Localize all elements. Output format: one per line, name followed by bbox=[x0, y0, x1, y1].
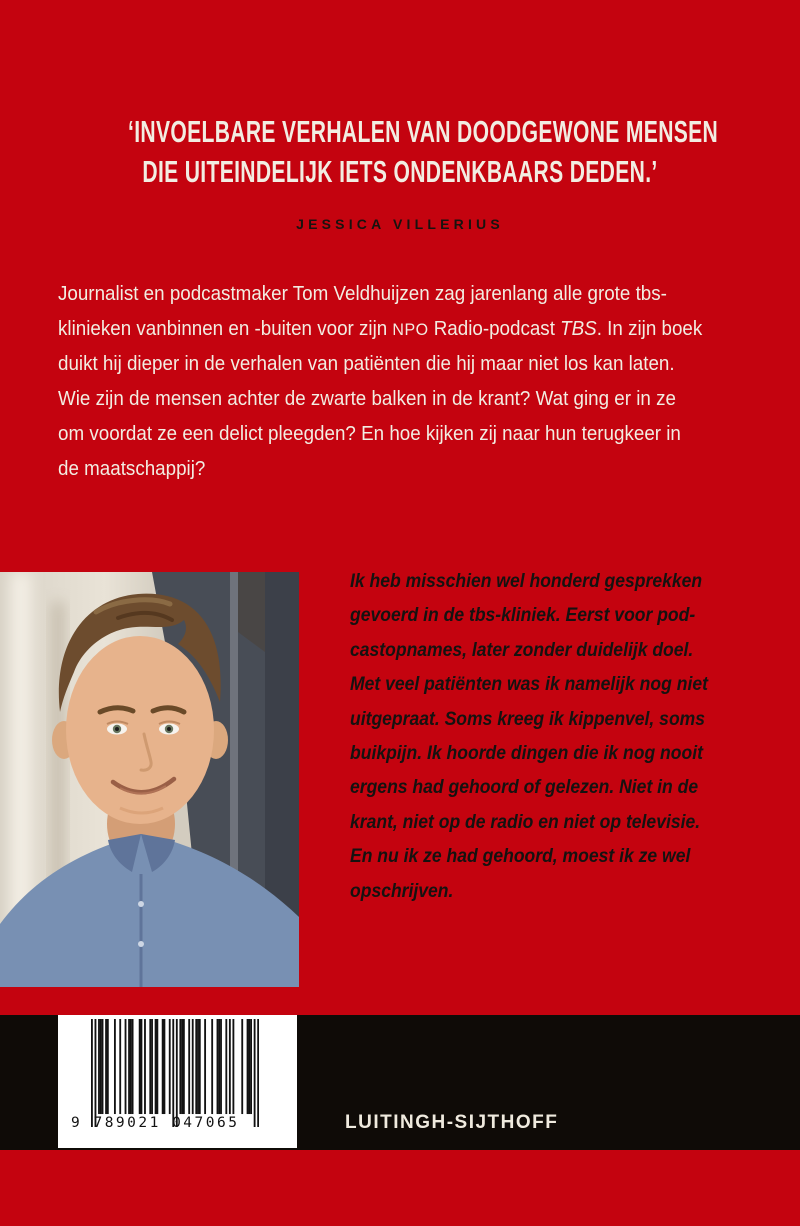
publisher-logo: LUITINGH-SIJTHOFF bbox=[345, 1112, 559, 1133]
description-line: Wie zijn de mensen achter de zwarte balken in de krant? Wat ging er in ze bbox=[58, 388, 676, 410]
pull-quote-line: Ik heb misschien wel honderd gesprekken bbox=[350, 570, 703, 592]
author-photo bbox=[0, 572, 299, 987]
barcode-bars bbox=[91, 1019, 259, 1127]
description-line: de maatschappij? bbox=[58, 458, 206, 480]
book-description bbox=[58, 277, 743, 487]
pull-quote-line: opschrijven. bbox=[350, 879, 454, 902]
description-line: om voordat ze een delict pleegden? En hoe kijken zij naar hun terugkeer in bbox=[58, 423, 681, 445]
testimonial-quote-line-2: DIE UITEINDELIJK IETS ONDENKBAARS DEDEN.’ bbox=[142, 154, 658, 189]
isbn-number: 9 789021 047065 bbox=[71, 1115, 240, 1131]
pull-quote-line: ergens had gehoord of gelezen. Niet in de bbox=[350, 776, 699, 799]
description-line: Journalist en podcastmaker Tom Veldhuijzen zag jarenlang alle grote tbs- bbox=[58, 283, 667, 305]
description-line bbox=[58, 312, 702, 347]
tbs-podcast-title: TBS bbox=[560, 318, 597, 340]
testimonial-attribution: JESSICA VILLERIUS bbox=[296, 216, 504, 232]
npo-label: NPO bbox=[392, 320, 429, 339]
description-text: Radio-podcast bbox=[428, 318, 561, 340]
pull-quote-line: buikpijn. Ik hoorde dingen die ik nog nooit bbox=[350, 742, 703, 765]
pull-quote-line: Met veel patiënten was ik namelijk nog niet bbox=[350, 673, 708, 696]
testimonial-block bbox=[0, 112, 800, 232]
description-line: duikt hij dieper in de verhalen van patiënten die hij maar niet los kan laten. bbox=[58, 353, 675, 375]
description-text: klinieken vanbinnen en -buiten voor zijn bbox=[58, 318, 393, 340]
author-portrait-illustration bbox=[0, 572, 299, 987]
isbn-barcode bbox=[58, 1015, 297, 1148]
pull-quote-line: castopnames, later zonder duidelijk doel. bbox=[350, 638, 694, 661]
description-text: . In zijn boek bbox=[596, 318, 703, 340]
author-pull-quote bbox=[350, 564, 748, 908]
pull-quote-line: gevoerd in de tbs-kliniek. Eerst voor pod- bbox=[350, 604, 696, 627]
pull-quote-line: En nu ik ze had gehoord, moest ik ze wel bbox=[350, 845, 691, 868]
pull-quote-line: uitgepraat. Soms kreeg ik kippenvel, soms bbox=[350, 707, 706, 730]
bottom-band bbox=[0, 1015, 800, 1150]
pull-quote-line: krant, niet op de radio en niet op televisie. bbox=[350, 810, 701, 833]
testimonial-quote-line-1: ‘INVOELBARE VERHALEN VAN DOODGEWONE MENSEN bbox=[128, 114, 719, 149]
